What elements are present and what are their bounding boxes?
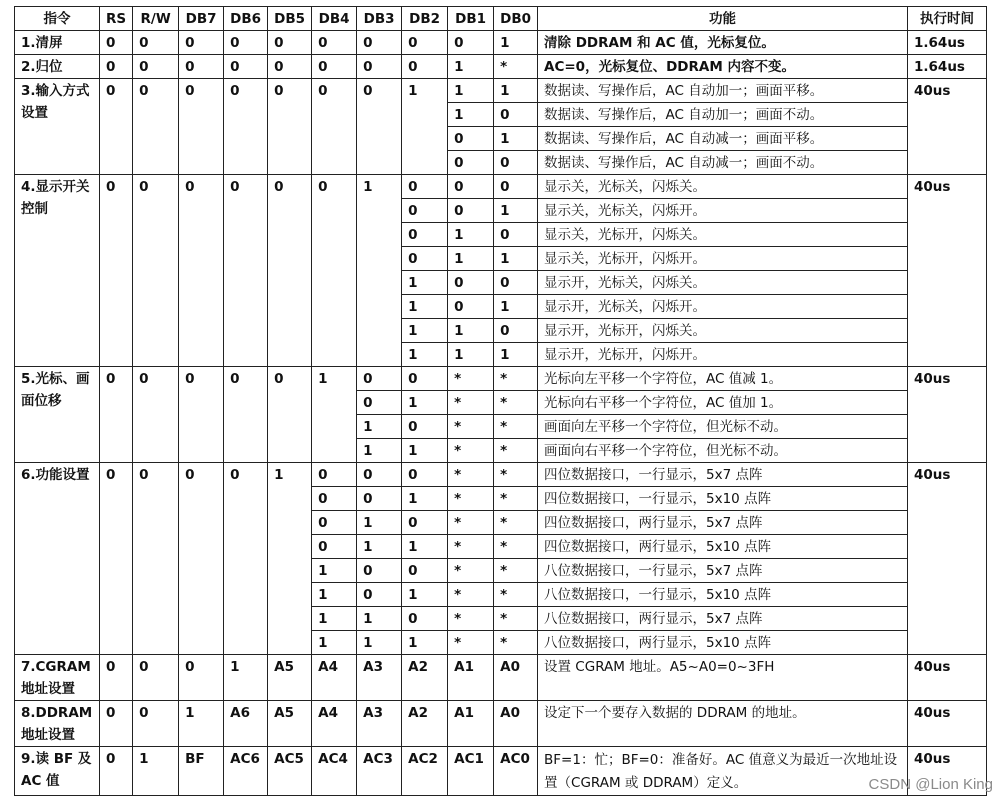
- bit-cell: 1: [448, 247, 494, 271]
- bit-cell: 1: [312, 607, 357, 631]
- bit-cell: 0: [402, 223, 448, 247]
- bit-cell: 1: [494, 343, 538, 367]
- function-cell: 显示关，光标关，闪烁开。: [538, 199, 908, 223]
- time-cell: 40us: [908, 463, 987, 655]
- bit-cell: 1: [402, 583, 448, 607]
- bit-cell: *: [448, 439, 494, 463]
- function-cell: 四位数据接口，一行显示，5x7 点阵: [538, 463, 908, 487]
- bit-cell: 1: [402, 391, 448, 415]
- header-cell: 执行时间: [908, 7, 987, 31]
- bit-cell: 1: [268, 463, 312, 655]
- bit-cell: 0: [100, 701, 133, 747]
- bit-cell: *: [494, 511, 538, 535]
- bit-cell: 0: [179, 463, 224, 655]
- bit-cell: 0: [402, 55, 448, 79]
- time-cell: 40us: [908, 79, 987, 175]
- bit-cell: 1: [448, 55, 494, 79]
- function-cell: 八位数据接口，两行显示，5x7 点阵: [538, 607, 908, 631]
- bit-cell: 1: [402, 439, 448, 463]
- bit-cell: 1: [133, 747, 179, 796]
- bit-cell: 0: [402, 559, 448, 583]
- bit-cell: 0: [100, 655, 133, 701]
- function-cell: 设置 CGRAM 地址。A5~A0=0~3FH: [538, 655, 908, 701]
- bit-cell: 0: [357, 583, 402, 607]
- bit-cell: 0: [179, 79, 224, 175]
- function-cell: 数据读、写操作后，AC 自动加一；画面不动。: [538, 103, 908, 127]
- bit-cell: 1: [494, 199, 538, 223]
- time-cell: 40us: [908, 367, 987, 463]
- bit-cell: 1: [179, 701, 224, 747]
- bit-cell: *: [494, 631, 538, 655]
- bit-cell: 0: [133, 701, 179, 747]
- table-row: [15, 655, 987, 701]
- bit-cell: *: [494, 367, 538, 391]
- bit-cell: 0: [494, 175, 538, 199]
- bit-cell: *: [448, 631, 494, 655]
- function-cell: 显示开，光标关，闪烁开。: [538, 295, 908, 319]
- bit-cell: 0: [224, 463, 268, 655]
- bit-cell: 1: [402, 271, 448, 295]
- bit-cell: 0: [133, 655, 179, 701]
- header-cell: DB1: [448, 7, 494, 31]
- bit-cell: 1: [448, 223, 494, 247]
- table-row: [15, 747, 987, 796]
- bit-cell: 0: [312, 175, 357, 367]
- bit-cell: 0: [448, 31, 494, 55]
- function-cell: 数据读、写操作后，AC 自动加一；画面平移。: [538, 79, 908, 103]
- table-row: [15, 55, 987, 79]
- bit-cell: *: [494, 559, 538, 583]
- bit-cell: *: [448, 391, 494, 415]
- header-cell: DB5: [268, 7, 312, 31]
- bit-cell: 0: [100, 463, 133, 655]
- bit-cell: 0: [100, 175, 133, 367]
- bit-cell: 1: [312, 583, 357, 607]
- function-cell: 画面向左平移一个字符位，但光标不动。: [538, 415, 908, 439]
- bit-cell: 0: [100, 367, 133, 463]
- function-cell: 八位数据接口，一行显示，5x7 点阵: [538, 559, 908, 583]
- function-cell: 画面向右平移一个字符位，但光标不动。: [538, 439, 908, 463]
- bit-cell: 0: [402, 415, 448, 439]
- bit-cell: 0: [179, 655, 224, 701]
- bit-cell: A5: [268, 701, 312, 747]
- bit-cell: *: [494, 487, 538, 511]
- bit-cell: BF: [179, 747, 224, 796]
- bit-cell: *: [448, 583, 494, 607]
- function-cell: 八位数据接口，一行显示，5x10 点阵: [538, 583, 908, 607]
- bit-cell: 0: [100, 55, 133, 79]
- table-row: [15, 175, 987, 199]
- function-cell: 数据读、写操作后，AC 自动减一；画面平移。: [538, 127, 908, 151]
- bit-cell: 0: [402, 607, 448, 631]
- bit-cell: 0: [268, 55, 312, 79]
- header-cell: 功能: [538, 7, 908, 31]
- bit-cell: 0: [224, 175, 268, 367]
- function-cell: 显示关，光标开，闪烁开。: [538, 247, 908, 271]
- bit-cell: 0: [448, 151, 494, 175]
- time-cell: 1.64us: [908, 55, 987, 79]
- bit-cell: 1: [494, 79, 538, 103]
- bit-cell: 1: [402, 535, 448, 559]
- bit-cell: A6: [224, 701, 268, 747]
- bit-cell: 0: [448, 175, 494, 199]
- table-row: [15, 463, 987, 487]
- bit-cell: 1: [402, 295, 448, 319]
- bit-cell: 1: [357, 415, 402, 439]
- function-cell: 八位数据接口，两行显示，5x10 点阵: [538, 631, 908, 655]
- bit-cell: A1: [448, 655, 494, 701]
- bit-cell: 1: [494, 127, 538, 151]
- bit-cell: A2: [402, 655, 448, 701]
- bit-cell: 0: [357, 79, 402, 175]
- bit-cell: A3: [357, 655, 402, 701]
- function-cell: 四位数据接口，两行显示，5x10 点阵: [538, 535, 908, 559]
- bit-cell: 0: [133, 55, 179, 79]
- header-cell: DB7: [179, 7, 224, 31]
- header-cell: R/W: [133, 7, 179, 31]
- bit-cell: *: [448, 367, 494, 391]
- bit-cell: 1: [357, 439, 402, 463]
- bit-cell: 0: [224, 367, 268, 463]
- bit-cell: 0: [133, 463, 179, 655]
- bit-cell: 1: [494, 247, 538, 271]
- bit-cell: 0: [357, 463, 402, 487]
- function-cell: AC=0，光标复位、DDRAM 内容不变。: [538, 55, 908, 79]
- bit-cell: 0: [133, 31, 179, 55]
- bit-cell: *: [448, 487, 494, 511]
- instruction-name: 5.光标、画面位移: [15, 367, 100, 463]
- bit-cell: 0: [357, 55, 402, 79]
- bit-cell: *: [494, 535, 538, 559]
- bit-cell: 0: [133, 175, 179, 367]
- bit-cell: 0: [133, 79, 179, 175]
- bit-cell: A4: [312, 701, 357, 747]
- bit-cell: 0: [179, 31, 224, 55]
- table-row: [15, 79, 987, 103]
- table-row: [15, 367, 987, 391]
- function-cell: 光标向右平移一个字符位，AC 值加 1。: [538, 391, 908, 415]
- instruction-name: 9.读 BF 及 AC 值: [15, 747, 100, 796]
- bit-cell: 0: [494, 271, 538, 295]
- header-cell: DB0: [494, 7, 538, 31]
- header-cell: DB4: [312, 7, 357, 31]
- table-row: [15, 31, 987, 55]
- bit-cell: *: [494, 583, 538, 607]
- header-cell: DB6: [224, 7, 268, 31]
- function-cell: 显示关，光标关，闪烁关。: [538, 175, 908, 199]
- bit-cell: 0: [100, 31, 133, 55]
- bit-cell: 0: [402, 175, 448, 199]
- bit-cell: 0: [312, 463, 357, 487]
- bit-cell: *: [494, 439, 538, 463]
- bit-cell: AC6: [224, 747, 268, 796]
- bit-cell: 0: [268, 79, 312, 175]
- bit-cell: 0: [402, 199, 448, 223]
- bit-cell: 0: [494, 103, 538, 127]
- bit-cell: 1: [357, 631, 402, 655]
- bit-cell: 0: [179, 55, 224, 79]
- bit-cell: AC0: [494, 747, 538, 796]
- bit-cell: 0: [268, 31, 312, 55]
- bit-cell: *: [448, 511, 494, 535]
- function-cell: 数据读、写操作后，AC 自动减一；画面不动。: [538, 151, 908, 175]
- bit-cell: 0: [448, 199, 494, 223]
- bit-cell: 0: [357, 487, 402, 511]
- bit-cell: *: [494, 55, 538, 79]
- function-cell: 显示开，光标开，闪烁关。: [538, 319, 908, 343]
- function-cell: 显示开，光标开，闪烁开。: [538, 343, 908, 367]
- bit-cell: A0: [494, 655, 538, 701]
- bit-cell: A2: [402, 701, 448, 747]
- bit-cell: 0: [448, 271, 494, 295]
- header-cell: DB2: [402, 7, 448, 31]
- bit-cell: 1: [312, 367, 357, 463]
- bit-cell: 0: [494, 151, 538, 175]
- bit-cell: 0: [179, 367, 224, 463]
- bit-cell: 0: [312, 511, 357, 535]
- bit-cell: A1: [448, 701, 494, 747]
- instruction-table: [14, 6, 987, 796]
- bit-cell: AC2: [402, 747, 448, 796]
- header-row: [15, 7, 987, 31]
- function-cell: 四位数据接口，一行显示，5x10 点阵: [538, 487, 908, 511]
- bit-cell: 0: [100, 79, 133, 175]
- bit-cell: 1: [357, 511, 402, 535]
- instruction-name: 6.功能设置: [15, 463, 100, 655]
- time-cell: 40us: [908, 701, 987, 747]
- bit-cell: 0: [224, 55, 268, 79]
- watermark: CSDN @Lion King: [868, 776, 993, 793]
- bit-cell: *: [494, 415, 538, 439]
- bit-cell: *: [448, 415, 494, 439]
- bit-cell: 1: [402, 487, 448, 511]
- function-cell: 光标向左平移一个字符位，AC 值减 1。: [538, 367, 908, 391]
- table-row: [15, 701, 987, 747]
- bit-cell: A3: [357, 701, 402, 747]
- bit-cell: 1: [402, 631, 448, 655]
- bit-cell: 1: [357, 175, 402, 367]
- bit-cell: 0: [402, 511, 448, 535]
- bit-cell: 0: [312, 535, 357, 559]
- bit-cell: 0: [402, 463, 448, 487]
- bit-cell: 0: [133, 367, 179, 463]
- bit-cell: 0: [268, 175, 312, 367]
- function-cell: 显示关，光标开，闪烁关。: [538, 223, 908, 247]
- time-cell: 1.64us: [908, 31, 987, 55]
- function-cell: 显示开，光标关，闪烁关。: [538, 271, 908, 295]
- instruction-name: 4.显示开关控制: [15, 175, 100, 367]
- bit-cell: 0: [224, 79, 268, 175]
- bit-cell: A4: [312, 655, 357, 701]
- bit-cell: 1: [448, 319, 494, 343]
- bit-cell: 0: [357, 559, 402, 583]
- bit-cell: 0: [448, 127, 494, 151]
- function-cell: BF=1：忙；BF=0：准备好。AC 值意义为最近一次地址设置（CGRAM 或 DDRAM）定义。: [538, 747, 908, 796]
- bit-cell: 1: [448, 103, 494, 127]
- bit-cell: 1: [448, 343, 494, 367]
- bit-cell: 0: [179, 175, 224, 367]
- bit-cell: A0: [494, 701, 538, 747]
- time-cell: 40us: [908, 175, 987, 367]
- instruction-name: 3.输入方式设置: [15, 79, 100, 175]
- bit-cell: 1: [402, 79, 448, 175]
- bit-cell: 1: [224, 655, 268, 701]
- time-cell: 40us: [908, 655, 987, 701]
- bit-cell: 0: [357, 31, 402, 55]
- function-cell: 四位数据接口，两行显示，5x7 点阵: [538, 511, 908, 535]
- bit-cell: 0: [402, 31, 448, 55]
- bit-cell: 1: [357, 535, 402, 559]
- bit-cell: AC1: [448, 747, 494, 796]
- bit-cell: *: [448, 463, 494, 487]
- time-cell: 40us: [908, 747, 987, 796]
- bit-cell: 1: [402, 343, 448, 367]
- header-cell: DB3: [357, 7, 402, 31]
- bit-cell: *: [448, 559, 494, 583]
- instruction-name: 7.CGRAM 地址设置: [15, 655, 100, 701]
- bit-cell: 0: [357, 391, 402, 415]
- bit-cell: 0: [357, 367, 402, 391]
- instruction-name: 2.归位: [15, 55, 100, 79]
- header-cell: 指令: [15, 7, 100, 31]
- bit-cell: 0: [224, 31, 268, 55]
- function-cell: 设定下一个要存入数据的 DDRAM 的地址。: [538, 701, 908, 747]
- bit-cell: A5: [268, 655, 312, 701]
- bit-cell: 0: [268, 367, 312, 463]
- bit-cell: *: [448, 535, 494, 559]
- bit-cell: 0: [494, 223, 538, 247]
- header-cell: RS: [100, 7, 133, 31]
- bit-cell: 0: [312, 79, 357, 175]
- bit-cell: AC3: [357, 747, 402, 796]
- bit-cell: 0: [100, 747, 133, 796]
- bit-cell: 0: [312, 31, 357, 55]
- bit-cell: AC4: [312, 747, 357, 796]
- bit-cell: 1: [312, 631, 357, 655]
- bit-cell: 0: [402, 247, 448, 271]
- bit-cell: *: [494, 391, 538, 415]
- bit-cell: 0: [448, 295, 494, 319]
- bit-cell: *: [448, 607, 494, 631]
- bit-cell: 1: [448, 79, 494, 103]
- bit-cell: 0: [402, 367, 448, 391]
- bit-cell: 0: [494, 319, 538, 343]
- bit-cell: 1: [494, 295, 538, 319]
- instruction-name: 1.清屏: [15, 31, 100, 55]
- instruction-name: 8.DDRAM 地址设置: [15, 701, 100, 747]
- bit-cell: 1: [494, 31, 538, 55]
- bit-cell: 1: [312, 559, 357, 583]
- bit-cell: 1: [402, 319, 448, 343]
- bit-cell: 0: [312, 55, 357, 79]
- function-cell: 清除 DDRAM 和 AC 值，光标复位。: [538, 31, 908, 55]
- bit-cell: 0: [312, 487, 357, 511]
- bit-cell: *: [494, 463, 538, 487]
- bit-cell: 1: [357, 607, 402, 631]
- bit-cell: AC5: [268, 747, 312, 796]
- bit-cell: *: [494, 607, 538, 631]
